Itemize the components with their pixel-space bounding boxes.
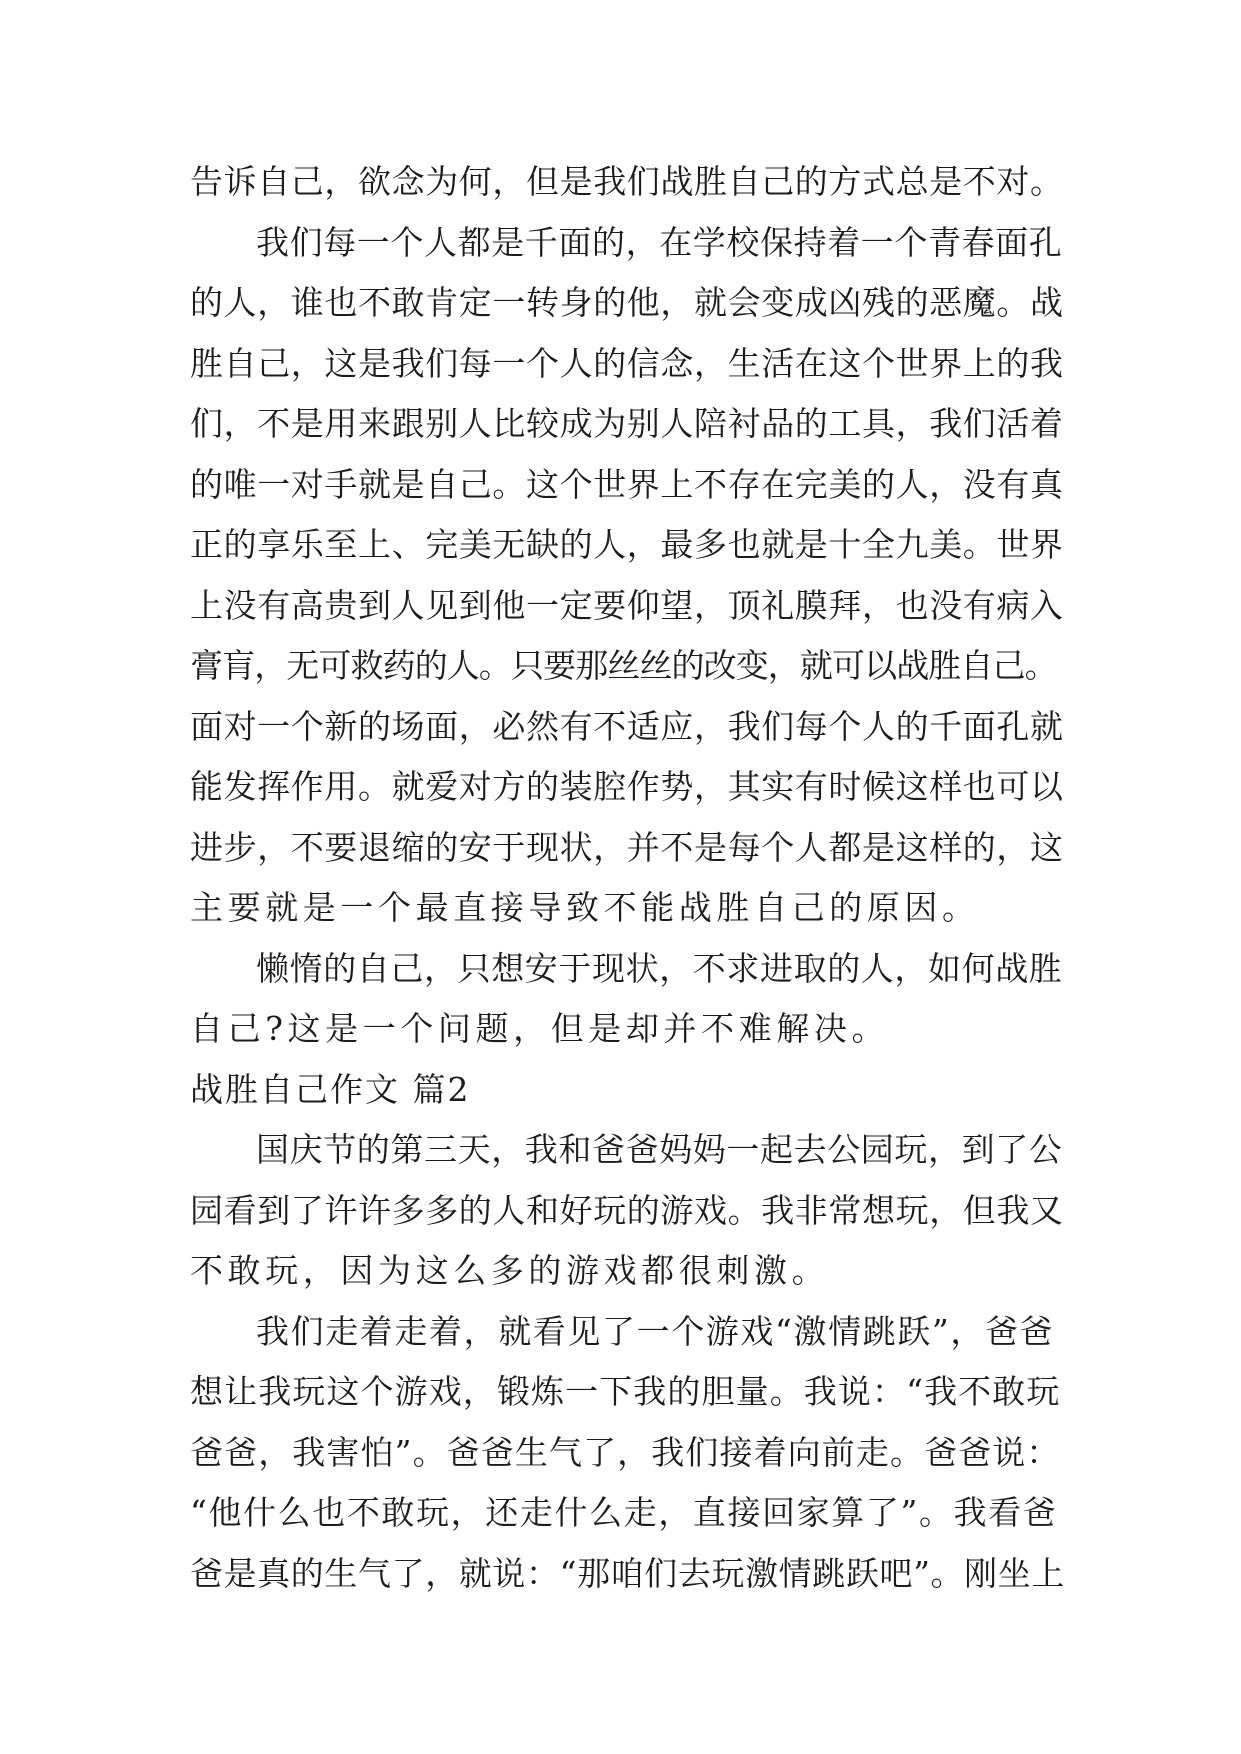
text-line: 的唯一对手就是自己。这个世界上不存在完美的人，没有真 — [190, 464, 1064, 504]
text-line: 自己?这是一个问题，但是却并不难解决。 — [190, 1009, 890, 1048]
text-line: 们，不是用来跟别人比较成为别人陪衬品的工具，我们活着 — [190, 404, 1064, 443]
text-line: 爸是真的生气了，就说：“那咱们去玩激情跳跃吧”。刚坐上 — [190, 1553, 1065, 1593]
text-line: 的人，谁也不敢肯定一转身的他，就会变成凶残的恶魔。战 — [190, 283, 1064, 322]
text-line: 膏肓，无可救药的人。只要那丝丝的改变，就可以战胜自己。 — [190, 646, 1057, 685]
text-line: 不敢玩，因为这么多的游戏都很刺激。 — [190, 1251, 830, 1290]
text-line: 我们每一个人都是千面的，在学校保持着一个青春面孔 — [256, 222, 1063, 262]
text-line: 爸爸，我害怕”。爸爸生气了，我们接着向前走。爸爸说： — [190, 1432, 1061, 1472]
text-line: 主要就是一个最直接导致不能战胜自己的原因。 — [190, 888, 980, 927]
text-line: 面对一个新的场面，必然有不适应，我们每个人的千面孔就 — [190, 706, 1064, 746]
text-line: 正的享乐至上、完美无缺的人，最多也就是十全九美。世界 — [190, 525, 1064, 564]
text-line: 胜自己，这是我们每一个人的信念，生活在这个世界上的我 — [190, 343, 1064, 383]
text-line: 告诉自己，欲念为何，但是我们战胜自己的方式总是不对。 — [190, 162, 1064, 201]
text-line: 国庆节的第三天，我和爸爸妈妈一起去公园玩，到了公 — [256, 1130, 1063, 1169]
text-line: 想让我玩这个游戏，锻炼一下我的胆量。我说：“我不敢玩 — [190, 1372, 1061, 1411]
text-line: “他什么也不敢玩，还走什么走，直接回家算了”。我看爸 — [190, 1493, 1058, 1532]
text-line: 我们走着走着，就看见了一个游戏“激情跳跃”，爸爸 — [256, 1311, 1055, 1351]
document-body — [190, 152, 1065, 1604]
text-line: 园看到了许许多多的人和好玩的游戏。我非常想玩，但我又 — [190, 1190, 1064, 1230]
text-line: 能发挥作用。就爱对方的装腔作势，其实有时候这样也可以 — [190, 767, 1064, 806]
text-line: 进步，不要退缩的安于现状，并不是每个人都是这样的，这 — [190, 827, 1064, 867]
text-line: 上没有高贵到人见到他一定要仰望，顶礼膜拜，也没有病入 — [190, 585, 1064, 625]
section-heading: 战胜自己作文 篇2 — [190, 1069, 471, 1109]
text-line: 懒惰的自己，只想安于现状，不求进取的人，如何战胜 — [256, 948, 1063, 988]
